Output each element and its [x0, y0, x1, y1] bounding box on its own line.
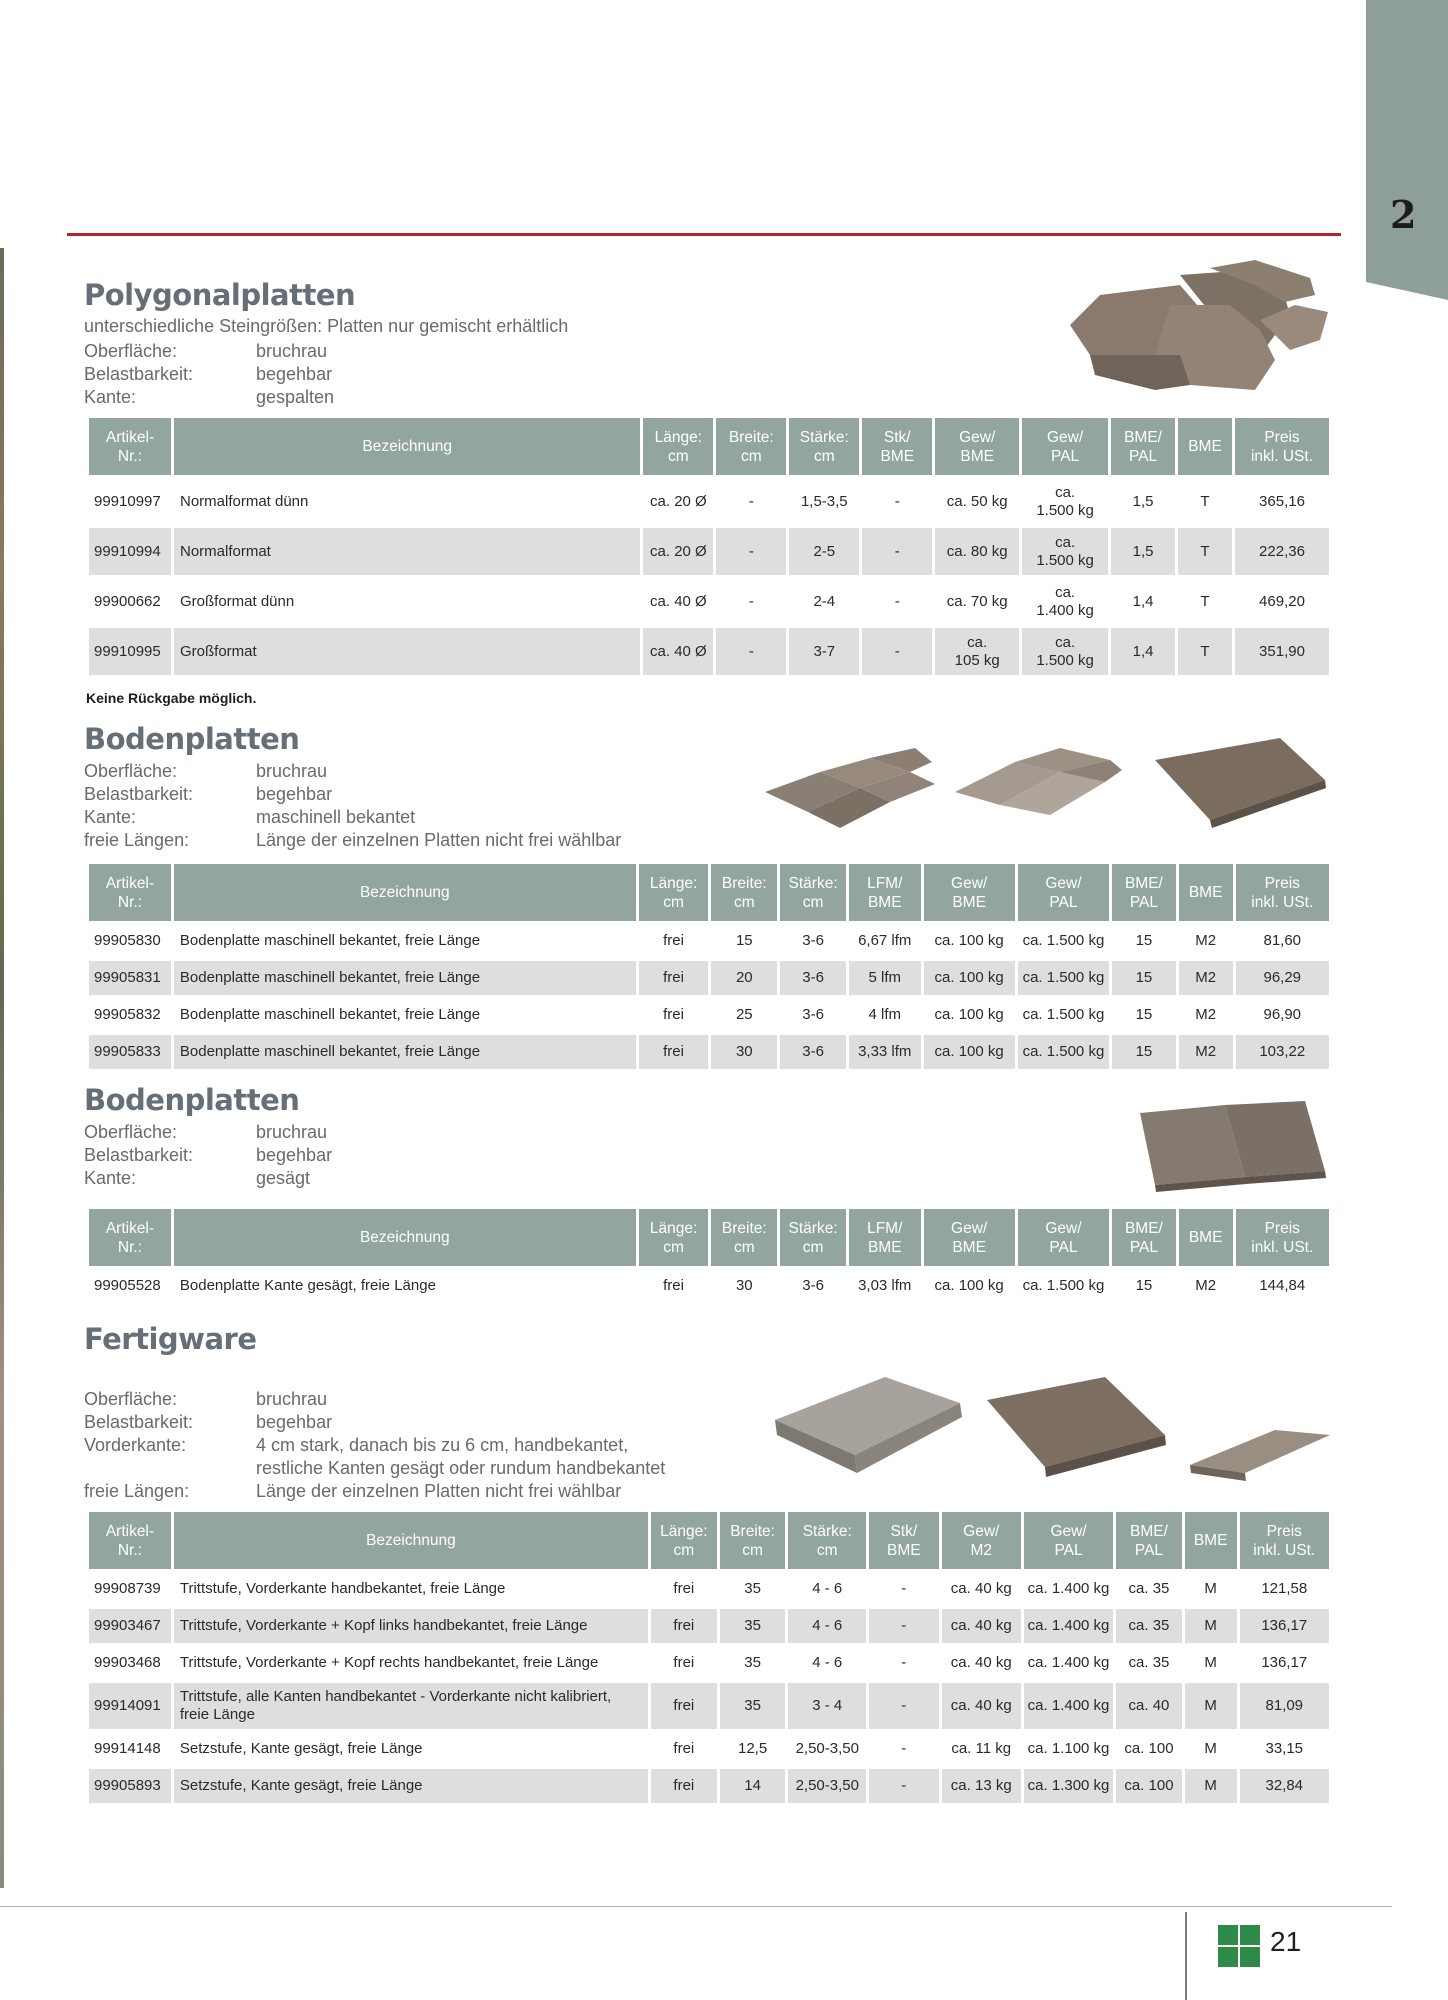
col-header-laenge: Länge: cm [639, 864, 709, 921]
property-row: Oberfläche: bruchrau [84, 761, 328, 781]
chapter-number: 2 [1390, 192, 1417, 237]
table-header-row [89, 1209, 1329, 1266]
table-row [89, 1683, 1329, 1729]
cell-gew-pal: ca. 1.500 kg [1022, 932, 1105, 949]
cell-preis: 96,90 [1263, 1006, 1302, 1023]
cell-laenge: frei [639, 1035, 709, 1069]
left-edge-photo-strip [0, 248, 4, 1888]
cell-gew-pal: ca. 1.500 kg [1022, 628, 1108, 675]
cell-gew-bme: ca. 100 kg [934, 1277, 1004, 1294]
section-title: Bodenplatten [84, 1083, 300, 1117]
footer-divider [1185, 1912, 1187, 2000]
col-header-stk-bme: Stk/ BME [862, 418, 932, 475]
section-title: Fertigware [84, 1322, 257, 1356]
table-header-row [89, 1512, 1329, 1569]
cell-laenge: frei [639, 961, 709, 995]
col-header-gew-bme: Gew/ BME [924, 864, 1015, 921]
cell-bme-pal: 15 [1135, 1006, 1153, 1023]
cell-gew-pal: ca. 1.500 kg [1036, 483, 1094, 519]
cell-laenge: frei [663, 1006, 684, 1023]
cell-bme: M [1204, 1654, 1217, 1671]
cell-breite: 35 [720, 1683, 786, 1729]
table-row [89, 924, 1329, 958]
cell-stk: - [894, 592, 900, 610]
property-row: Oberfläche: bruchrau [84, 1389, 328, 1409]
cell-bme: M [1185, 1609, 1237, 1643]
cell-laenge: ca. 40 Ø [650, 592, 707, 610]
property-list [84, 1121, 332, 1190]
col-header-laenge: Länge: cm [639, 1209, 709, 1266]
col-header-bme: BME [1179, 1209, 1233, 1266]
cell-laenge: frei [673, 1580, 695, 1597]
cell-staerke: 4 - 6 [812, 1580, 843, 1597]
cell-gew-pal: ca. 1.400 kg [1027, 1580, 1110, 1597]
cell-bme: T [1200, 492, 1210, 510]
cell-staerke: 4 - 6 [788, 1609, 866, 1643]
cell-bezeichnung: Großformat dünn [179, 592, 295, 610]
cell-bezeichnung: Trittstufe, alle Kanten handbekantet - Vorderkante nicht kalibriert, freie Länge [174, 1683, 648, 1729]
cell-staerke: 3-7 [789, 628, 859, 675]
cell-artikel: 99905831 [89, 961, 171, 995]
property-row: Kante: gesägt [84, 1168, 311, 1188]
footer-rule [0, 1906, 1392, 1907]
col-header-breite: Breite: cm [711, 864, 777, 921]
cell-preis: 81,60 [1263, 932, 1302, 949]
cell-staerke: 2,50-3,50 [795, 1740, 859, 1757]
cell-breite: 30 [711, 1035, 777, 1069]
property-row: freie Längen: Länge der einzelnen Platten nicht frei wählbar [84, 1481, 622, 1501]
cell-breite: 30 [735, 1277, 753, 1294]
col-header-bme-pal: BME/ PAL [1112, 1209, 1176, 1266]
cell-bme-pal: 1,4 [1132, 592, 1154, 610]
cell-bezeichnung: Bodenplatte maschinell bekantet, freie Länge [174, 1035, 636, 1069]
table-row [89, 1646, 1329, 1680]
cell-preis: 32,84 [1240, 1769, 1329, 1803]
table-polygonalplatten [86, 415, 1332, 678]
table-row [89, 1609, 1329, 1643]
cell-bme: M2 [1179, 1035, 1233, 1069]
col-header-preis: Preis inkl. USt. [1235, 418, 1329, 475]
cell-preis: 96,29 [1236, 961, 1329, 995]
cell-bezeichnung: Bodenplatte maschinell bekantet, freie Länge [179, 932, 481, 949]
cell-lfm: 5 lfm [849, 961, 921, 995]
col-header-stk-bme: Stk/ BME [869, 1512, 938, 1569]
col-header-gew-pal: Gew/ PAL [1018, 864, 1109, 921]
property-row: Oberfläche: bruchrau [84, 1122, 328, 1142]
col-header-bezeichnung: Bezeichnung [174, 1209, 636, 1266]
cell-preis: 136,17 [1240, 1609, 1329, 1643]
cell-preis: 365,16 [1259, 492, 1305, 510]
cell-artikel: 99908739 [94, 1580, 161, 1597]
cell-bezeichnung: Bodenplatte maschinell bekantet, freie Länge [174, 961, 636, 995]
cell-lfm: 4 lfm [868, 1006, 901, 1023]
cell-artikel: 99914091 [89, 1683, 171, 1729]
col-header-bme: BME [1178, 418, 1232, 475]
property-list [84, 340, 568, 409]
cell-stk: - [869, 1609, 938, 1643]
cell-artikel: 99903467 [89, 1609, 171, 1643]
cell-staerke: 3-6 [802, 932, 824, 949]
cell-artikel: 99910995 [89, 628, 171, 675]
cell-staerke: 3-6 [780, 961, 846, 995]
fertigware-stones-image [765, 1355, 1340, 1505]
cell-staerke: 3-6 [780, 1035, 846, 1069]
cell-bme: M [1185, 1683, 1237, 1729]
cell-gew-bme: ca. 100 kg [934, 932, 1004, 949]
cell-gew-bme: ca. 100 kg [924, 961, 1015, 995]
cell-artikel: 99900662 [94, 592, 161, 610]
property-row: Kante: gespalten [84, 387, 335, 407]
cell-preis: 469,20 [1259, 592, 1305, 610]
col-header-breite: Breite: cm [716, 418, 786, 475]
table-row [89, 578, 1329, 625]
cell-bezeichnung: Trittstufe, Vorderkante + Kopf links handbekantet, freie Länge [174, 1609, 648, 1643]
col-header-artikel: Artikel- Nr.: [89, 418, 171, 475]
cell-gew-pal: ca. 1.400 kg [1024, 1683, 1113, 1729]
col-header-staerke: Stärke: cm [788, 1512, 866, 1569]
cell-stk: - [869, 1769, 938, 1803]
cell-breite: 14 [720, 1769, 786, 1803]
property-row: freie Längen: Länge der einzelnen Platten nicht frei wählbar [84, 830, 622, 850]
cell-gew-m2: ca. 40 kg [942, 1683, 1021, 1729]
cell-breite: - [716, 528, 786, 575]
cell-artikel: 99903468 [94, 1654, 161, 1671]
cell-breite: 20 [711, 961, 777, 995]
table-row [89, 961, 1329, 995]
cell-bme-pal: ca. 100 [1124, 1740, 1174, 1757]
cell-laenge: frei [651, 1683, 717, 1729]
col-header-laenge: Länge: cm [651, 1512, 717, 1569]
property-row: Vorderkante: 4 cm stark, danach bis zu 6 cm, handbekantet, restliche Kanten gesägt oder rundum handbekantet [84, 1435, 666, 1478]
cell-bme-pal: 15 [1112, 961, 1176, 995]
table-row [89, 628, 1329, 675]
cell-gew-bme: ca. 50 kg [946, 492, 1008, 510]
cell-bezeichnung: Trittstufe, Vorderkante handbekantet, freie Länge [179, 1580, 506, 1597]
cell-breite: 25 [735, 1006, 753, 1023]
col-header-gew-pal: Gew/ PAL [1022, 418, 1108, 475]
cell-gew-pal: ca. 1.500 kg [1018, 961, 1109, 995]
property-row: Oberfläche: bruchrau [84, 341, 328, 361]
page-number: 21 [1270, 1926, 1302, 1957]
table-row [89, 478, 1329, 525]
table-header-row [89, 864, 1329, 921]
col-header-staerke: Stärke: cm [780, 1209, 846, 1266]
cell-bezeichnung: Bodenplatte Kante gesägt, freie Länge [179, 1277, 436, 1294]
cell-bme: M2 [1179, 961, 1233, 995]
section-subtitle: unterschiedliche Steingrößen: Platten nur gemischt erhältlich [84, 316, 569, 336]
cell-gew-pal: ca. 1.400 kg [1024, 1609, 1113, 1643]
cell-preis: 81,09 [1240, 1683, 1329, 1729]
cell-gew-m2: ca. 40 kg [950, 1580, 1012, 1597]
polygonal-stones-image [1060, 250, 1330, 410]
cell-staerke: 3 - 4 [788, 1683, 866, 1729]
col-header-gew-bme: Gew/ BME [924, 1209, 1015, 1266]
cell-bme-pal: ca. 35 [1116, 1609, 1182, 1643]
cell-laenge: ca. 20 Ø [643, 528, 713, 575]
table-row [89, 528, 1329, 575]
section-fertigware [84, 1322, 665, 1503]
cell-gew-pal: ca. 1.500 kg [1022, 528, 1108, 575]
cell-bezeichnung: Normalformat [174, 528, 640, 575]
cell-laenge: frei [673, 1740, 695, 1757]
cell-bme-pal: ca. 35 [1128, 1580, 1170, 1597]
cell-artikel: 99914148 [94, 1740, 161, 1757]
section-title: Bodenplatten [84, 722, 300, 756]
cell-staerke: 3-6 [802, 1277, 824, 1294]
cell-bme-pal: 15 [1135, 1277, 1153, 1294]
cell-bme: M2 [1195, 932, 1217, 949]
cell-artikel: 99905832 [94, 1006, 161, 1023]
cell-stk: - [862, 628, 932, 675]
cell-preis: 103,22 [1236, 1035, 1329, 1069]
cell-stk: - [901, 1740, 907, 1757]
bodenplatten-gesaegt-image [1120, 1085, 1340, 1205]
cell-laenge: frei [651, 1609, 717, 1643]
cell-artikel: 99905893 [89, 1769, 171, 1803]
col-header-bezeichnung: Bezeichnung [174, 864, 636, 921]
col-header-bezeichnung: Bezeichnung [174, 418, 640, 475]
cell-breite: - [748, 592, 754, 610]
property-row: Belastbarkeit: begehbar [84, 1412, 333, 1432]
cell-bme-pal: 1,5 [1132, 492, 1154, 510]
chapter-tab [1366, 0, 1448, 300]
col-header-bme-pal: BME/ PAL [1116, 1512, 1182, 1569]
cell-staerke: 2-4 [813, 592, 836, 610]
cell-stk: - [894, 492, 900, 510]
cell-breite: 12,5 [737, 1740, 768, 1757]
cell-gew-m2: ca. 40 kg [950, 1654, 1012, 1671]
col-header-artikel: Artikel- Nr.: [89, 1209, 171, 1266]
section-bodenplatten-1 [84, 722, 621, 852]
cell-breite: - [748, 492, 754, 510]
cell-artikel: 99910994 [89, 528, 171, 575]
cell-breite: 35 [744, 1580, 761, 1597]
cell-gew-bme: ca. 80 kg [935, 528, 1019, 575]
cell-bezeichnung: Trittstufe, Vorderkante + Kopf rechts handbekantet, freie Länge [179, 1654, 599, 1671]
cell-artikel: 99910997 [94, 492, 161, 510]
col-header-preis: Preis inkl. USt. [1240, 1512, 1329, 1569]
cell-gew-pal: ca. 1.100 kg [1027, 1740, 1110, 1757]
cell-gew-m2: ca. 11 kg [951, 1740, 1012, 1757]
cell-gew-m2: ca. 13 kg [942, 1769, 1021, 1803]
cell-bme-pal: 1,4 [1111, 628, 1175, 675]
cell-staerke: 3-6 [802, 1006, 824, 1023]
cell-bezeichnung: Setzstufe, Kante gesägt, freie Länge [174, 1769, 648, 1803]
cell-laenge: ca. 20 Ø [650, 492, 707, 510]
cell-gew-pal: ca. 1.500 kg [1022, 1277, 1105, 1294]
table-bodenplatten-gesaegt [86, 1206, 1332, 1306]
col-header-gew-pal: Gew/ PAL [1024, 1512, 1113, 1569]
cell-lfm: 3,33 lfm [849, 1035, 921, 1069]
col-header-bezeichnung: Bezeichnung [174, 1512, 648, 1569]
table-row [89, 1035, 1329, 1069]
cell-preis: 121,58 [1261, 1580, 1308, 1597]
cell-gew-pal: ca. 1.400 kg [1036, 583, 1094, 619]
cell-artikel: 99905830 [94, 932, 161, 949]
cell-gew-pal: ca. 1.500 kg [1018, 1035, 1109, 1069]
property-row: Kante: maschinell bekantet [84, 807, 416, 827]
col-header-lfm-bme: LFM/ BME [849, 1209, 921, 1266]
cell-preis: 222,36 [1235, 528, 1329, 575]
cell-preis: 351,90 [1235, 628, 1329, 675]
cell-gew-bme: ca. 100 kg [934, 1006, 1004, 1023]
cell-gew-bme: ca. 70 kg [946, 592, 1008, 610]
col-header-bme-pal: BME/ PAL [1111, 418, 1175, 475]
property-list [84, 760, 621, 852]
col-header-artikel: Artikel- Nr.: [89, 1512, 171, 1569]
cell-gew-bme: ca. 100 kg [924, 1035, 1015, 1069]
col-header-lfm-bme: LFM/ BME [849, 864, 921, 921]
cell-bme-pal: 1,5 [1111, 528, 1175, 575]
cell-breite: - [716, 628, 786, 675]
cell-staerke: 4 - 6 [812, 1654, 843, 1671]
header-rule [67, 233, 1341, 236]
cell-breite: 35 [720, 1609, 786, 1643]
cell-bme: T [1200, 592, 1210, 610]
cell-bme: T [1178, 528, 1232, 575]
table-bodenplatten-maschinell [86, 861, 1332, 1072]
col-header-staerke: Stärke: cm [780, 864, 846, 921]
col-header-gew-bme: Gew/ BME [935, 418, 1019, 475]
col-header-bme-pal: BME/ PAL [1112, 864, 1176, 921]
bodenplatten-stones-image [760, 720, 1350, 855]
col-header-preis: Preis inkl. USt. [1236, 1209, 1329, 1266]
cell-gew-pal: ca. 1.400 kg [1027, 1654, 1110, 1671]
table-row [89, 1572, 1329, 1606]
cell-breite: 35 [744, 1654, 761, 1671]
cell-bme: M2 [1195, 1277, 1217, 1294]
cell-laenge: ca. 40 Ø [643, 628, 713, 675]
cell-preis: 144,84 [1259, 1277, 1306, 1294]
cell-laenge: frei [673, 1654, 695, 1671]
cell-bme-pal: ca. 40 [1116, 1683, 1182, 1729]
cell-laenge: frei [663, 1277, 684, 1294]
cell-bezeichnung: Bodenplatte maschinell bekantet, freie Länge [179, 1006, 481, 1023]
section-polygonalplatten [84, 278, 568, 409]
cell-artikel: 99905833 [89, 1035, 171, 1069]
col-header-breite: Breite: cm [720, 1512, 786, 1569]
cell-bme: T [1178, 628, 1232, 675]
cell-artikel: 99905528 [94, 1277, 161, 1294]
cell-bme: M [1204, 1740, 1217, 1757]
table-row [89, 1732, 1329, 1766]
cell-bme: M [1204, 1580, 1217, 1597]
table-row [89, 1769, 1329, 1803]
cell-bezeichnung: Normalformat dünn [179, 492, 309, 510]
cell-stk: - [901, 1580, 907, 1597]
section-title: Polygonalplatten [84, 278, 356, 312]
col-header-bme: BME [1185, 1512, 1237, 1569]
cell-breite: 15 [735, 932, 753, 949]
cell-bme-pal: ca. 100 [1116, 1769, 1182, 1803]
cell-bme-pal: 15 [1112, 1035, 1176, 1069]
cell-bme-pal: ca. 35 [1128, 1654, 1170, 1671]
cell-preis: 136,17 [1261, 1654, 1308, 1671]
property-list [84, 1388, 665, 1503]
cell-bezeichnung: Setzstufe, Kante gesägt, freie Länge [179, 1740, 423, 1757]
col-header-artikel: Artikel- Nr.: [89, 864, 171, 921]
cell-lfm: 6,67 lfm [858, 932, 912, 949]
cell-stk: - [869, 1683, 938, 1729]
cell-bezeichnung: Großformat [174, 628, 640, 675]
cell-preis: 33,15 [1265, 1740, 1304, 1757]
no-return-note: Keine Rückgabe möglich. [86, 690, 257, 706]
col-header-breite: Breite: cm [711, 1209, 777, 1266]
col-header-laenge: Länge: cm [643, 418, 713, 475]
property-row: Belastbarkeit: begehbar [84, 1145, 333, 1165]
col-header-gew-m2: Gew/ M2 [942, 1512, 1021, 1569]
table-row [89, 1269, 1329, 1303]
cell-gew-pal: ca. 1.300 kg [1024, 1769, 1113, 1803]
cell-staerke: 2,50-3,50 [788, 1769, 866, 1803]
cell-gew-pal: ca. 1.500 kg [1022, 1006, 1105, 1023]
cell-staerke: 2-5 [789, 528, 859, 575]
cell-bme: M [1185, 1769, 1237, 1803]
col-header-gew-pal: Gew/ PAL [1018, 1209, 1109, 1266]
col-header-preis: Preis inkl. USt. [1236, 864, 1329, 921]
cell-bme: M2 [1195, 1006, 1217, 1023]
cell-laenge: frei [663, 932, 684, 949]
table-row [89, 998, 1329, 1032]
cell-bme-pal: 15 [1135, 932, 1153, 949]
cell-stk: - [862, 528, 932, 575]
brand-logo-icon [1218, 1925, 1260, 1967]
section-bodenplatten-2 [84, 1083, 332, 1190]
table-fertigware [86, 1509, 1332, 1806]
table-header-row [89, 418, 1329, 475]
cell-laenge: frei [651, 1769, 717, 1803]
cell-lfm: 3,03 lfm [858, 1277, 912, 1294]
col-header-bme: BME [1179, 864, 1233, 921]
property-row: Belastbarkeit: begehbar [84, 364, 333, 384]
col-header-staerke: Stärke: cm [789, 418, 859, 475]
cell-gew-bme: ca. 105 kg [935, 628, 1019, 675]
cell-stk: - [901, 1654, 907, 1671]
cell-staerke: 1,5-3,5 [800, 492, 848, 510]
cell-gew-m2: ca. 40 kg [942, 1609, 1021, 1643]
property-row: Belastbarkeit: begehbar [84, 784, 333, 804]
